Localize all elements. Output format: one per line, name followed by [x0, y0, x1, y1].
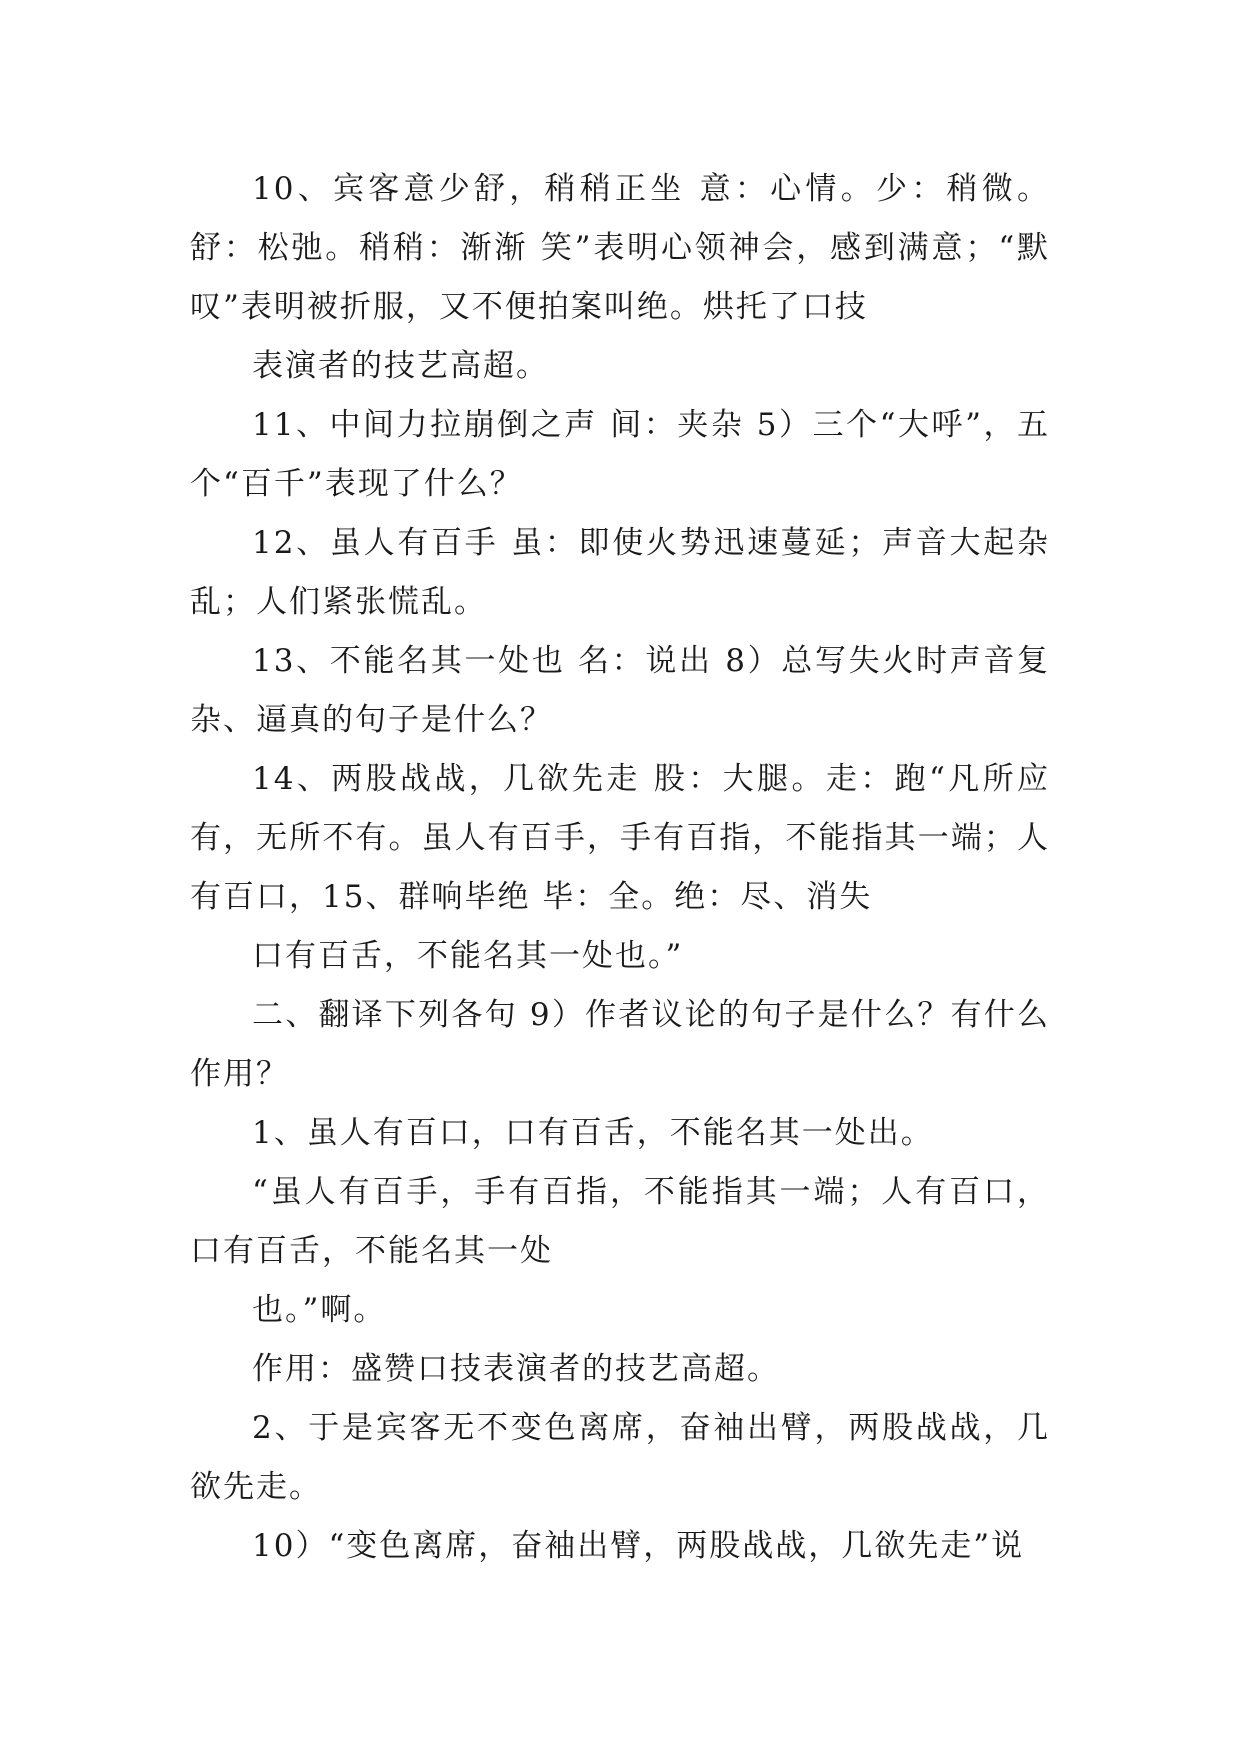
paragraph-8: 二、翻译下列各句 9）作者议论的句子是什么？有什么作用？	[190, 997, 1050, 1092]
paragraph-1: 10、宾客意少舒，稍稍正坐 意：心情。少：稍微。舒：松弛。稍稍：渐渐 笑”表明心领神会，感到满意；“默叹”表明被折服，又不便拍案叫绝。烘托了口技	[190, 171, 1050, 325]
paragraph-14: 10）“变色离席，奋袖出臂，两股战战，几欲先走”说	[252, 1528, 1025, 1564]
paragraph-10: “虽人有百手，手有百指，不能指其一端；人有百口，口有百舌，不能名其一处	[190, 1174, 1050, 1269]
document-page	[190, 160, 1050, 1576]
paragraph-2: 表演者的技艺高超。	[252, 348, 549, 384]
paragraph-12: 作用：盛赞口技表演者的技艺高超。	[252, 1351, 780, 1387]
paragraph-11: 也。”啊。	[252, 1292, 387, 1328]
paragraph-6: 14、两股战战，几欲先走 股：大腿。走：跑“凡所应有，无所不有。虽人有百手，手有百指，不能指其一端；人有百口，15、群响毕绝 毕：全。绝：尽、消失	[190, 761, 1050, 915]
paragraph-7: 口有百舌，不能名其一处也。”	[252, 938, 684, 974]
paragraph-5: 13、不能名其一处也 名：说出 8）总写失火时声音复杂、逼真的句子是什么？	[190, 643, 1050, 738]
paragraph-13: 2、于是宾客无不变色离席，奋袖出臂，两股战战，几欲先走。	[190, 1410, 1050, 1505]
paragraph-3: 11、中间力拉崩倒之声 间：夹杂 5）三个“大呼”，五个“百千”表现了什么？	[190, 407, 1050, 502]
paragraph-4: 12、虽人有百手 虽：即使火势迅速蔓延；声音大起杂乱；人们紧张慌乱。	[190, 525, 1050, 620]
paragraph-9: 1、虽人有百口，口有百舌，不能名其一处出。	[252, 1115, 934, 1151]
